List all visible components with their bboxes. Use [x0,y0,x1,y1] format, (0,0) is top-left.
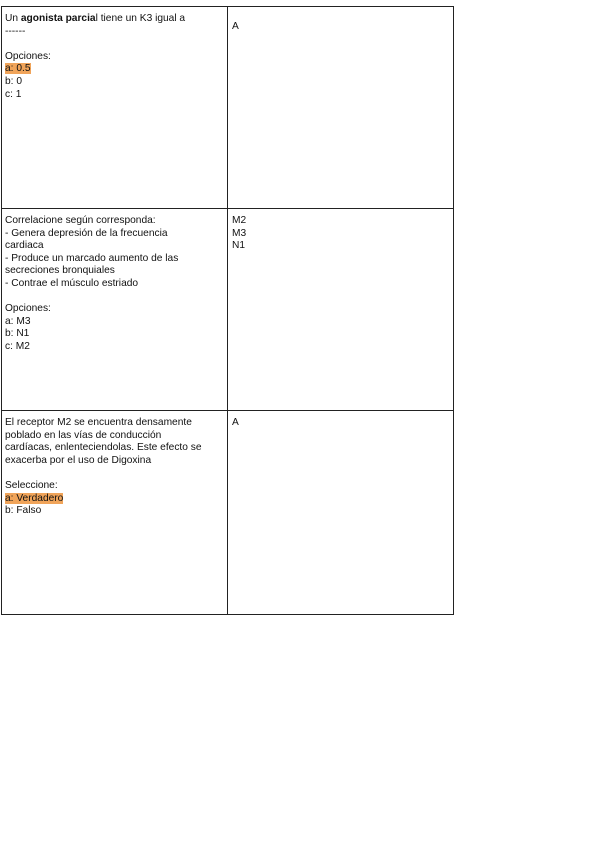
answer-value: M3 [232,227,247,239]
answer-cell-3 [228,411,453,614]
question-row-1 [2,7,453,209]
prompt-line: El receptor M2 se encuentra densamente [5,417,192,428]
options-label: Seleccione: [5,479,58,491]
question-1-prompt [5,13,223,26]
answer-cell-1 [228,7,453,208]
option-a-highlighted: a: Verdadero [5,492,64,504]
option-c: c: M2 [5,340,30,352]
prompt-line: secreciones bronquiales [5,265,115,277]
prompt-line: cardíacas, enlenteciendolas. Este efecto se [5,442,202,454]
answer-value: A [232,21,239,32]
prompt-text: Un [5,13,21,24]
prompt-bold-text: agonista parcia [20,13,96,24]
question-cell-3 [2,411,228,614]
option-a-highlighted: a: 0.5 [5,63,31,75]
prompt-text: l tiene un K3 igual a [95,13,186,24]
prompt-line: - Contrae el músculo estriado [5,277,139,289]
answer-value: A [232,417,239,428]
options-label: Opciones: [5,50,51,62]
option-b: b: Falso [5,505,42,517]
spacer [5,467,223,480]
prompt-line: cardiaca [5,240,44,252]
prompt-line: - Produce un marcado aumento de las [5,252,179,264]
option-a [5,63,223,76]
answer-value: N1 [232,240,246,252]
prompt-blank-line: ------ [5,25,26,37]
question-cell-1 [2,7,228,208]
option-b: b: 0 [5,75,22,87]
option-c: c: 1 [5,88,22,100]
option-a [5,493,223,506]
spacer [5,291,223,304]
prompt-line: poblado en las vías de conducción [5,429,162,441]
option-b: b: N1 [5,328,30,340]
option-a: a: M3 [5,315,31,327]
question-row-2 [2,209,453,411]
spacer [5,38,223,51]
answer-value: M2 [232,215,247,226]
prompt-line: - Genera depresión de la frecuencia [5,227,168,239]
quiz-table [1,6,454,615]
prompt-line: Correlacione según corresponda: [5,215,156,226]
question-cell-2 [2,209,228,410]
options-label: Opciones: [5,303,51,315]
answer-cell-2 [228,209,453,410]
prompt-line: exacerba por el uso de Digoxina [5,454,152,466]
question-row-3 [2,411,453,614]
